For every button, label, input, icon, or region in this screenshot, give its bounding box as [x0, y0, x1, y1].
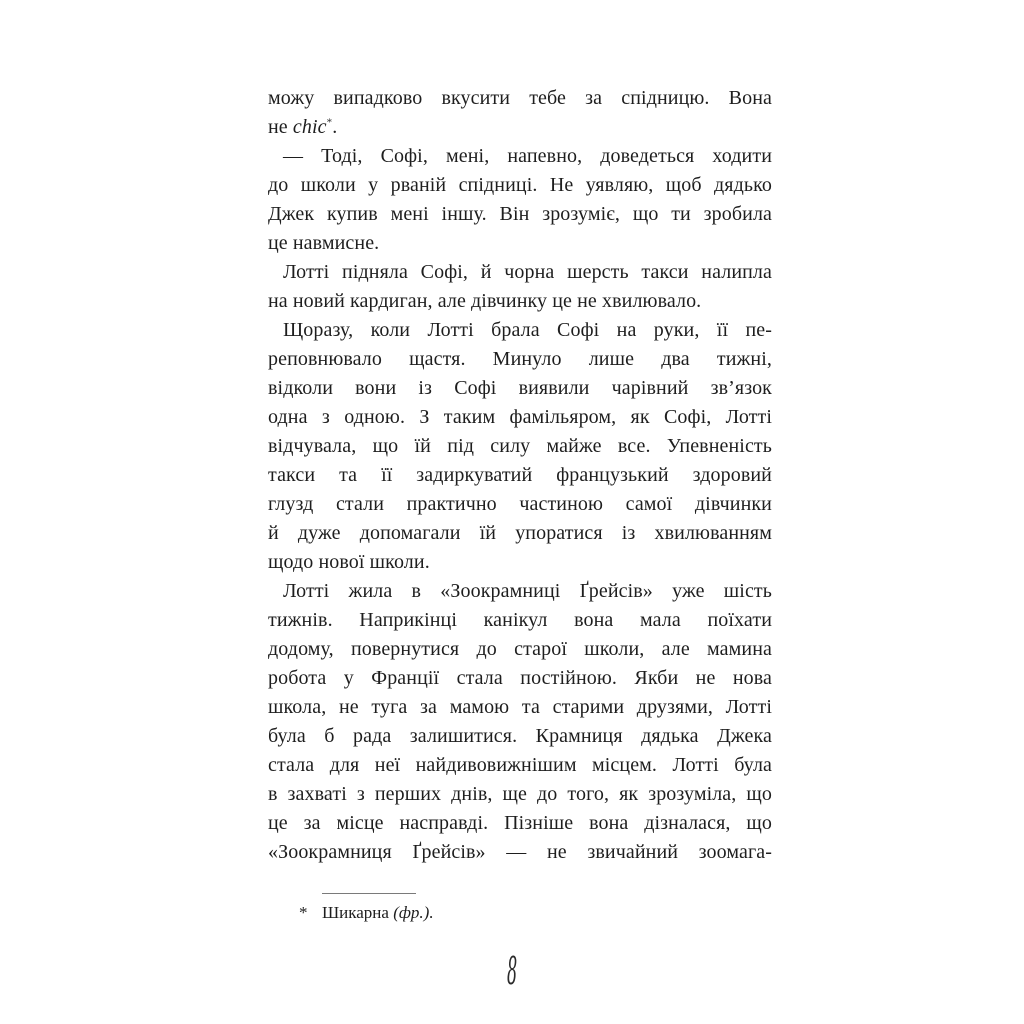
text-line: до школи у рваній спідниці. Не уявляю, щоб дядько [268, 174, 772, 196]
text-line: Джек купив мені іншу. Він зрозуміє, що ти зробила [268, 203, 772, 225]
text-line: реповнювало щастя. Минуло лише два тижні, [268, 348, 772, 370]
text-line: була б рада залишитися. Крамниця дядька Джека [268, 725, 772, 747]
text-line: школа, не туга за мамою та старими друзями, Лотті [268, 696, 772, 718]
footnote-area [268, 893, 772, 924]
text-line [268, 113, 772, 142]
text-segment: . [332, 116, 338, 138]
text-line: робота у Франції стала постійною. Якби не нова [268, 667, 772, 689]
text-line: Щоразу, коли Лотті брала Софі на руки, її пе- [283, 319, 772, 341]
text-line: Лотті підняла Софі, й чорна шерсть такси налипла [283, 261, 772, 283]
text-line: й дуже допомагали їй упоратися із хвилюванням [268, 522, 772, 544]
text-line: відчувала, що їй під силу майже все. Упевненість [268, 435, 772, 457]
text-line: це навмисне. [268, 232, 380, 254]
text-line: відколи вони із Софі виявили чарівний зв’язок [268, 377, 772, 399]
text-line: можу випадково вкусити тебе за спідницю. Вона [268, 87, 772, 109]
text-line: в захваті з перших днів, ще до того, як зрозуміла, що [268, 783, 772, 805]
text-line: такси та її задиркуватий французький здоровий [268, 464, 772, 486]
text-line: це за місце насправді. Пізніше вона дізналася, що [268, 812, 772, 834]
footnote-marker: * [299, 903, 308, 922]
text-segment: не [268, 116, 293, 138]
text-line: — Тоді, Софі, мені, напевно, доведеться ходити [283, 145, 772, 167]
footnote-language-note: (фр.). [393, 903, 434, 922]
text-segment: chic [292, 116, 327, 138]
page-number-glyph: 8 [506, 949, 518, 993]
text-line: глузд стали практично частиною самої дівчинки [268, 493, 772, 515]
footnote-rule [322, 893, 416, 894]
text-segment: * [326, 116, 333, 129]
text-line: тижнів. Наприкінці канікул вона мала поїхати [268, 609, 772, 631]
footnote-word: Шикарна [322, 903, 394, 922]
page-number [0, 950, 1024, 992]
text-line: стала для неї найдивовижнішим місцем. Лотті була [268, 754, 772, 776]
text-line: щодо нової школи. [268, 551, 430, 573]
footnote-text [322, 902, 772, 924]
body-text [268, 84, 772, 867]
text-line: Лотті жила в «Зоокрамниці Ґрейсів» уже шість [283, 580, 772, 602]
footnote [268, 902, 772, 924]
text-line: на новий кардиган, але дівчинку це не хвилювало. [268, 290, 702, 312]
text-line: додому, повернутися до старої школи, але мамина [268, 638, 772, 660]
text-line: одна з одною. З таким фамільяром, як Софі, Лотті [268, 406, 772, 428]
text-line: «Зоокрамниця Ґрейсів» — не звичайний зоомага- [268, 841, 772, 863]
